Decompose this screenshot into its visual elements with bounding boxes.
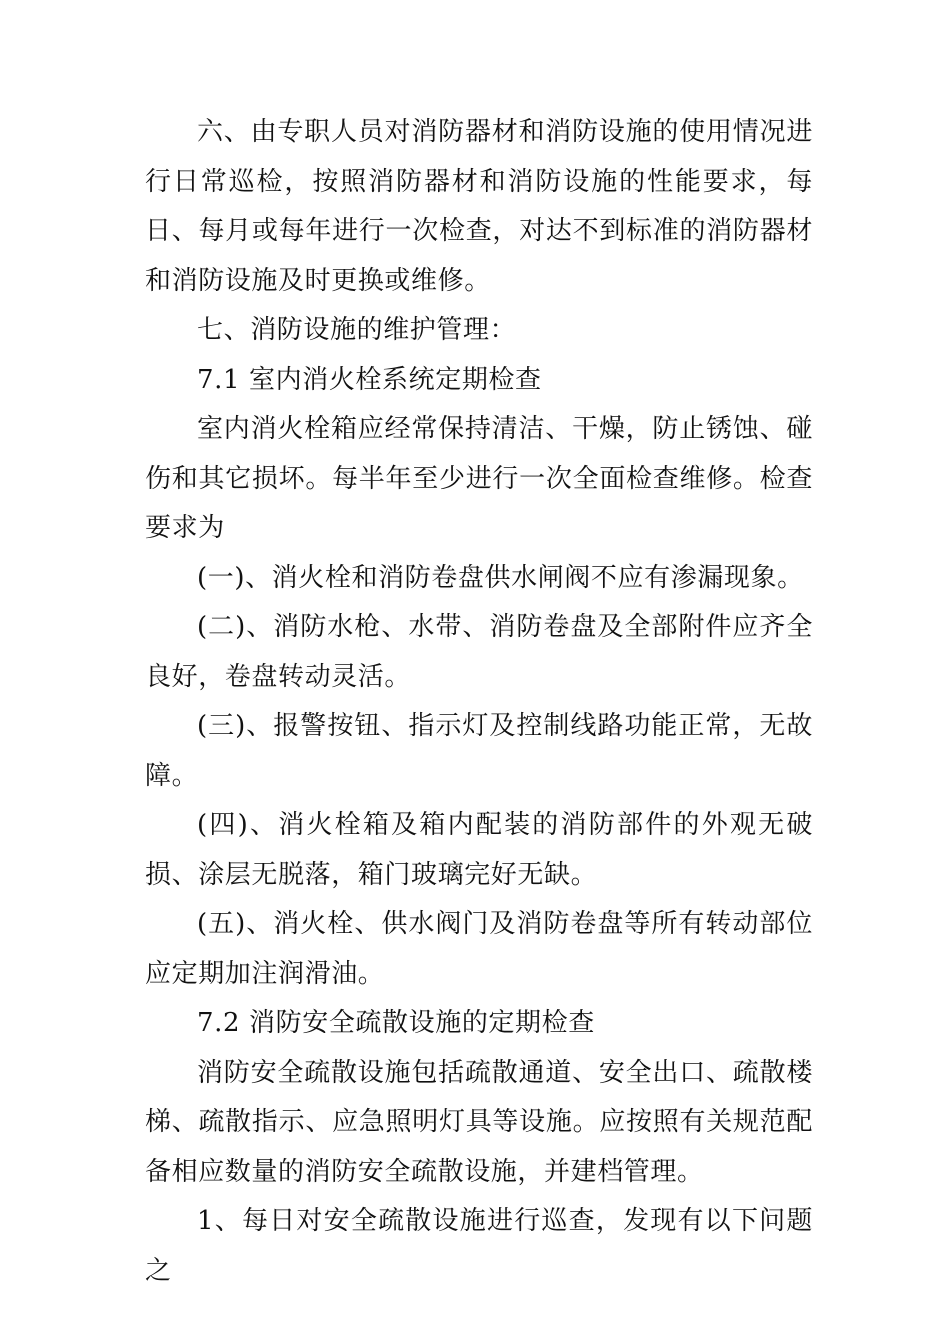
paragraph-daily-inspection: 1、每日对安全疏散设施进行巡查，发现有以下问题之 (145, 1206, 813, 1286)
list-item-5: (五)、消火栓、供水阀门及消防卷盘等所有转动部位应定期加注润滑油。 (145, 909, 813, 989)
subsection-heading-7-2: 7.2 消防安全疏散设施的定期检查 (197, 1008, 595, 1038)
section-heading-maintenance: 七、消防设施的维护管理： (197, 315, 517, 345)
list-item-4: (四)、消火栓箱及箱内配装的消防部件的外观无破损、涂层无脱落，箱门玻璃完好无缺。 (145, 810, 813, 890)
list-item-3: (三)、报警按钮、指示灯及控制线路功能正常，无故障。 (145, 711, 813, 791)
paragraph-hydrant-cabinet: 室内消火栓箱应经常保持清洁、干燥，防止锈蚀、碰伤和其它损坏。每半年至少进行一次全面检查维修。检查要求为 (145, 414, 813, 543)
list-item-1: (一)、消火栓和消防卷盘供水闸阀不应有渗漏现象。 (197, 562, 804, 593)
subsection-heading-7-1: 7.1 室内消火栓系统定期检查 (197, 364, 542, 395)
paragraph-evacuation-facilities: 消防安全疏散设施包括疏散通道、安全出口、疏散楼梯、疏散指示、应急照明灯具等设施。应按照有关规范配备相应数量的消防安全疏散设施，并建档管理。 (145, 1057, 813, 1187)
paragraph-inspection-duty: 六、由专职人员对消防器材和消防设施的使用情况进行日常巡检，按照消防器材和消防设施的性能要求，每日、每月或每年进行一次检查，对达不到标准的消防器材和消防设施及时更换或维修。 (145, 117, 813, 296)
document-body (145, 108, 813, 1296)
list-item-2: (二)、消防水枪、水带、消防卷盘及全部附件应齐全良好，卷盘转动灵活。 (145, 612, 813, 692)
